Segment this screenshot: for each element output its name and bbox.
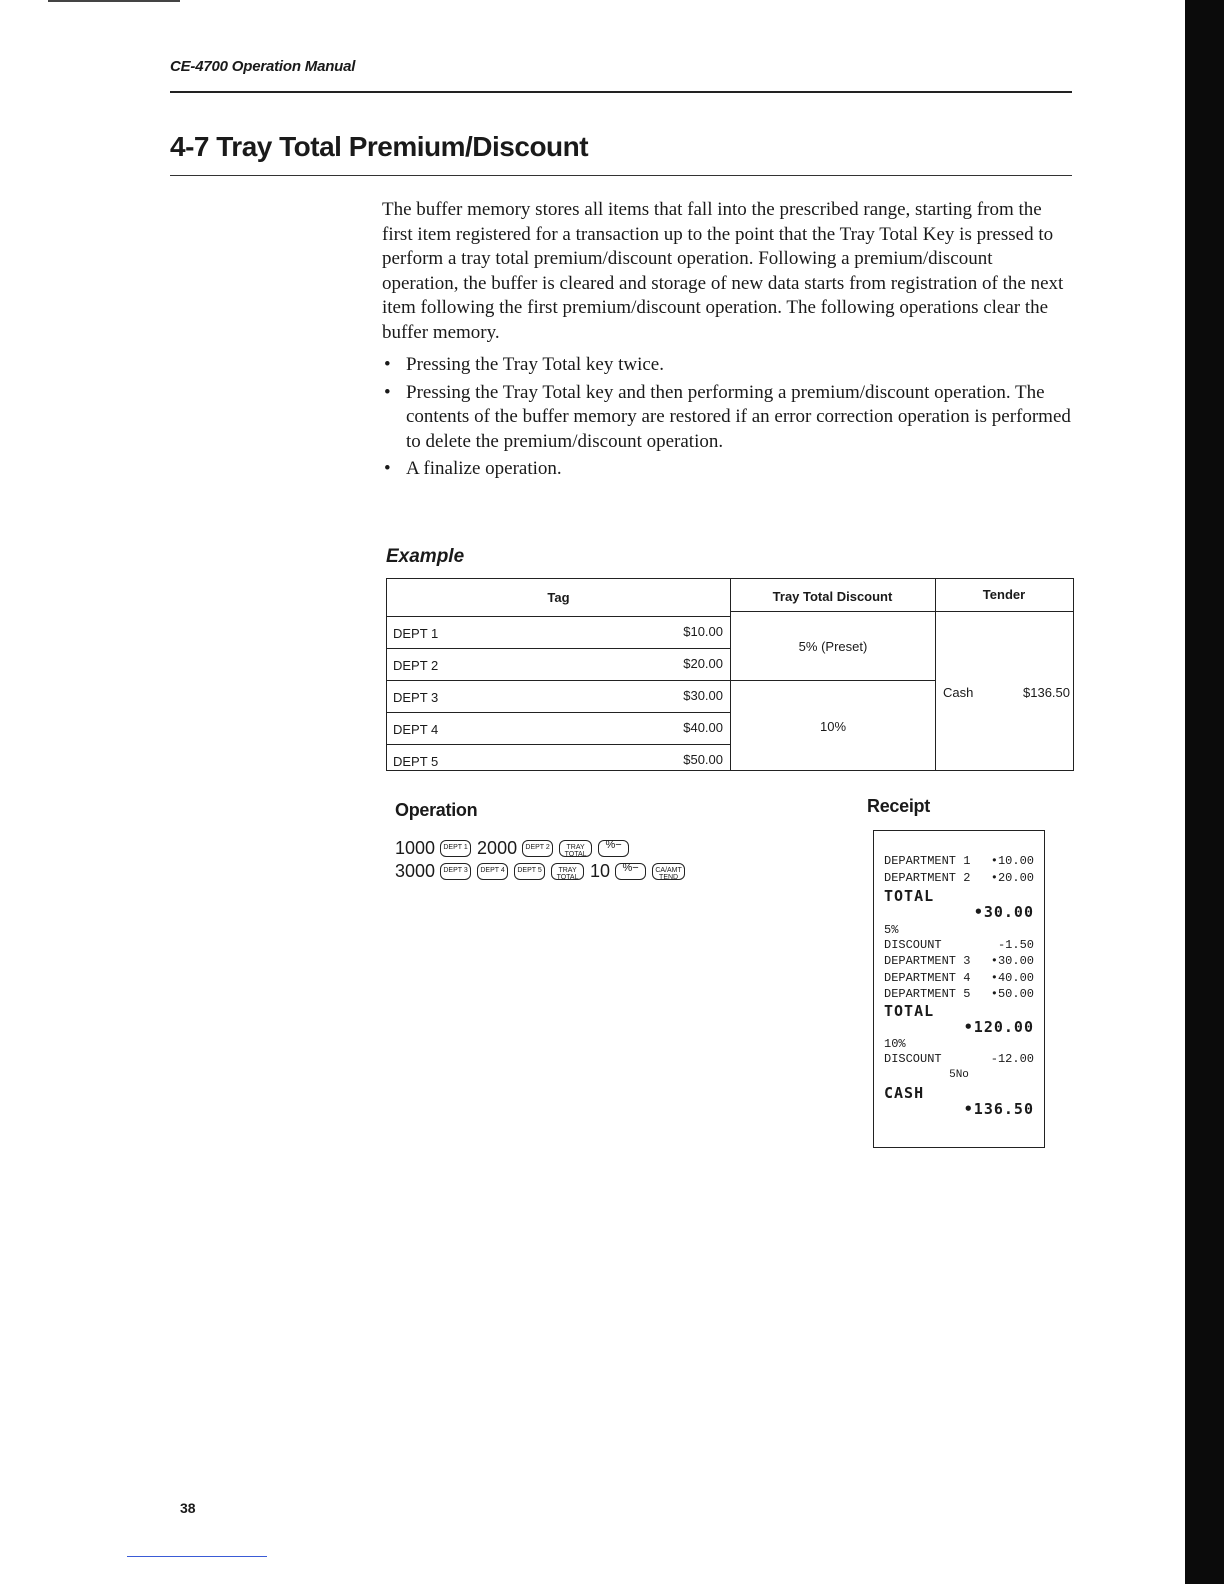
- tray-total-discount-header: Tray Total Discount: [772, 589, 893, 604]
- bullet-item: • Pressing the Tray Total key twice.: [382, 353, 1072, 378]
- dept-1-key: DEPT 1: [440, 840, 471, 857]
- bullet-list: [382, 353, 1072, 482]
- second-discount: 10%: [819, 719, 847, 734]
- receipt-line: DISCOUNT -1.50: [884, 938, 1034, 952]
- bullet-icon: •: [384, 381, 391, 403]
- dept-label: DEPT 4: [393, 722, 439, 737]
- dept-amount: $50.00: [683, 752, 723, 767]
- receipt-line: DEPARTMENT 2 •20.00: [884, 871, 1034, 885]
- receipt-total-value: •120.00: [963, 1018, 1034, 1036]
- entry-amount: 1000: [395, 838, 436, 858]
- dept-amount: $20.00: [683, 656, 723, 671]
- receipt-total-value: •30.00: [973, 903, 1034, 921]
- receipt-line: DEPARTMENT 1 •10.00: [884, 854, 1034, 868]
- first-discount: 5% (Preset): [798, 639, 868, 654]
- table-rule: [387, 712, 730, 713]
- bullet-icon: •: [384, 354, 391, 375]
- operation-line-2: [395, 861, 691, 882]
- tender-header: Tender: [982, 587, 1026, 602]
- dept-amount: $10.00: [683, 624, 723, 639]
- table-rule: [387, 680, 935, 681]
- receipt-total-label: TOTAL: [884, 1002, 935, 1020]
- receipt-title: Receipt: [867, 796, 930, 816]
- dept-label: DEPT 1: [393, 626, 439, 641]
- receipt-cash-value: •136.50: [963, 1100, 1034, 1118]
- ca-amt-tend-key: CA/AMT TEND: [652, 863, 685, 880]
- receipt-line: 10%: [884, 1037, 906, 1051]
- table-rule: [387, 744, 730, 745]
- tender-method: Cash: [943, 685, 974, 700]
- bullet-icon: •: [384, 458, 391, 479]
- bullet-item: • Pressing the Tray Total key and then performing a premium/discount operation. The contents of the buffer memory are restored if an error correction operation is performed to delete the premium/discount operation.: [384, 381, 1071, 452]
- receipt-line: DEPARTMENT 4 •40.00: [884, 971, 1034, 985]
- tender-amount: $136.50: [1023, 685, 1070, 700]
- dept-4-key: DEPT 4: [477, 863, 508, 880]
- dept-label: DEPT 5: [393, 754, 439, 769]
- bullet-item: • A finalize operation.: [382, 457, 1072, 482]
- header-rule: [170, 91, 1072, 93]
- receipt: [873, 830, 1045, 1148]
- dept-label: DEPT 3: [393, 690, 439, 705]
- table-rule: [387, 648, 730, 649]
- receipt-line: DEPARTMENT 3 •30.00: [884, 954, 1034, 968]
- top-edge-rule: [48, 0, 180, 2]
- receipt-line: 5No: [949, 1069, 969, 1081]
- receipt-total-label: TOTAL: [884, 887, 935, 905]
- dept-5-key: DEPT 5: [514, 863, 545, 880]
- dept-amount: $40.00: [683, 720, 723, 735]
- receipt-line: 5%: [884, 923, 899, 937]
- dept-2-key: DEPT 2: [522, 840, 553, 857]
- bottom-edge-line: [127, 1556, 267, 1557]
- entry-amount: 3000: [395, 861, 436, 881]
- entry-amount: 10: [590, 861, 611, 881]
- operation-title: Operation: [395, 800, 478, 820]
- table-rule: [730, 611, 1073, 612]
- section-rule: [170, 175, 1072, 176]
- scan-edge-bar: [1185, 0, 1224, 1584]
- intro-paragraph: The buffer memory stores all items that fall into the prescribed range, starting from the first item registered for a transaction up to the point that the Tray Total Key is pressed to perform a tray total premium/discount operation. Following a premium/discount operation, the buffer is cleared and storage of new data starts from registration of the next item following the first premium/discount operation. The following operations clear the buffer memory.: [382, 199, 1064, 343]
- receipt-line: DISCOUNT -12.00: [884, 1052, 1034, 1066]
- receipt-cash-label: CASH: [884, 1084, 925, 1102]
- percent-minus-key: %−: [615, 863, 646, 880]
- dept-label: DEPT 2: [393, 658, 439, 673]
- example-table: [386, 578, 1074, 771]
- tray-total-key: TRAY TOTAL: [559, 840, 592, 857]
- percent-minus-key: %−: [598, 840, 629, 857]
- tag-header: Tag: [547, 590, 570, 605]
- operation-line-1: [395, 838, 635, 859]
- example-title: Example: [386, 546, 465, 567]
- page-number: 38: [180, 1500, 196, 1516]
- body-text: [382, 198, 1072, 485]
- tray-total-key: TRAY TOTAL: [551, 863, 584, 880]
- manual-header: CE-4700 Operation Manual: [170, 58, 356, 75]
- section-title: 4-7 Tray Total Premium/Discount: [170, 131, 589, 162]
- table-rule: [387, 616, 730, 617]
- receipt-line: DEPARTMENT 5 •50.00: [884, 987, 1034, 1001]
- dept-amount: $30.00: [683, 688, 723, 703]
- dept-3-key: DEPT 3: [440, 863, 471, 880]
- entry-amount: 2000: [477, 838, 518, 858]
